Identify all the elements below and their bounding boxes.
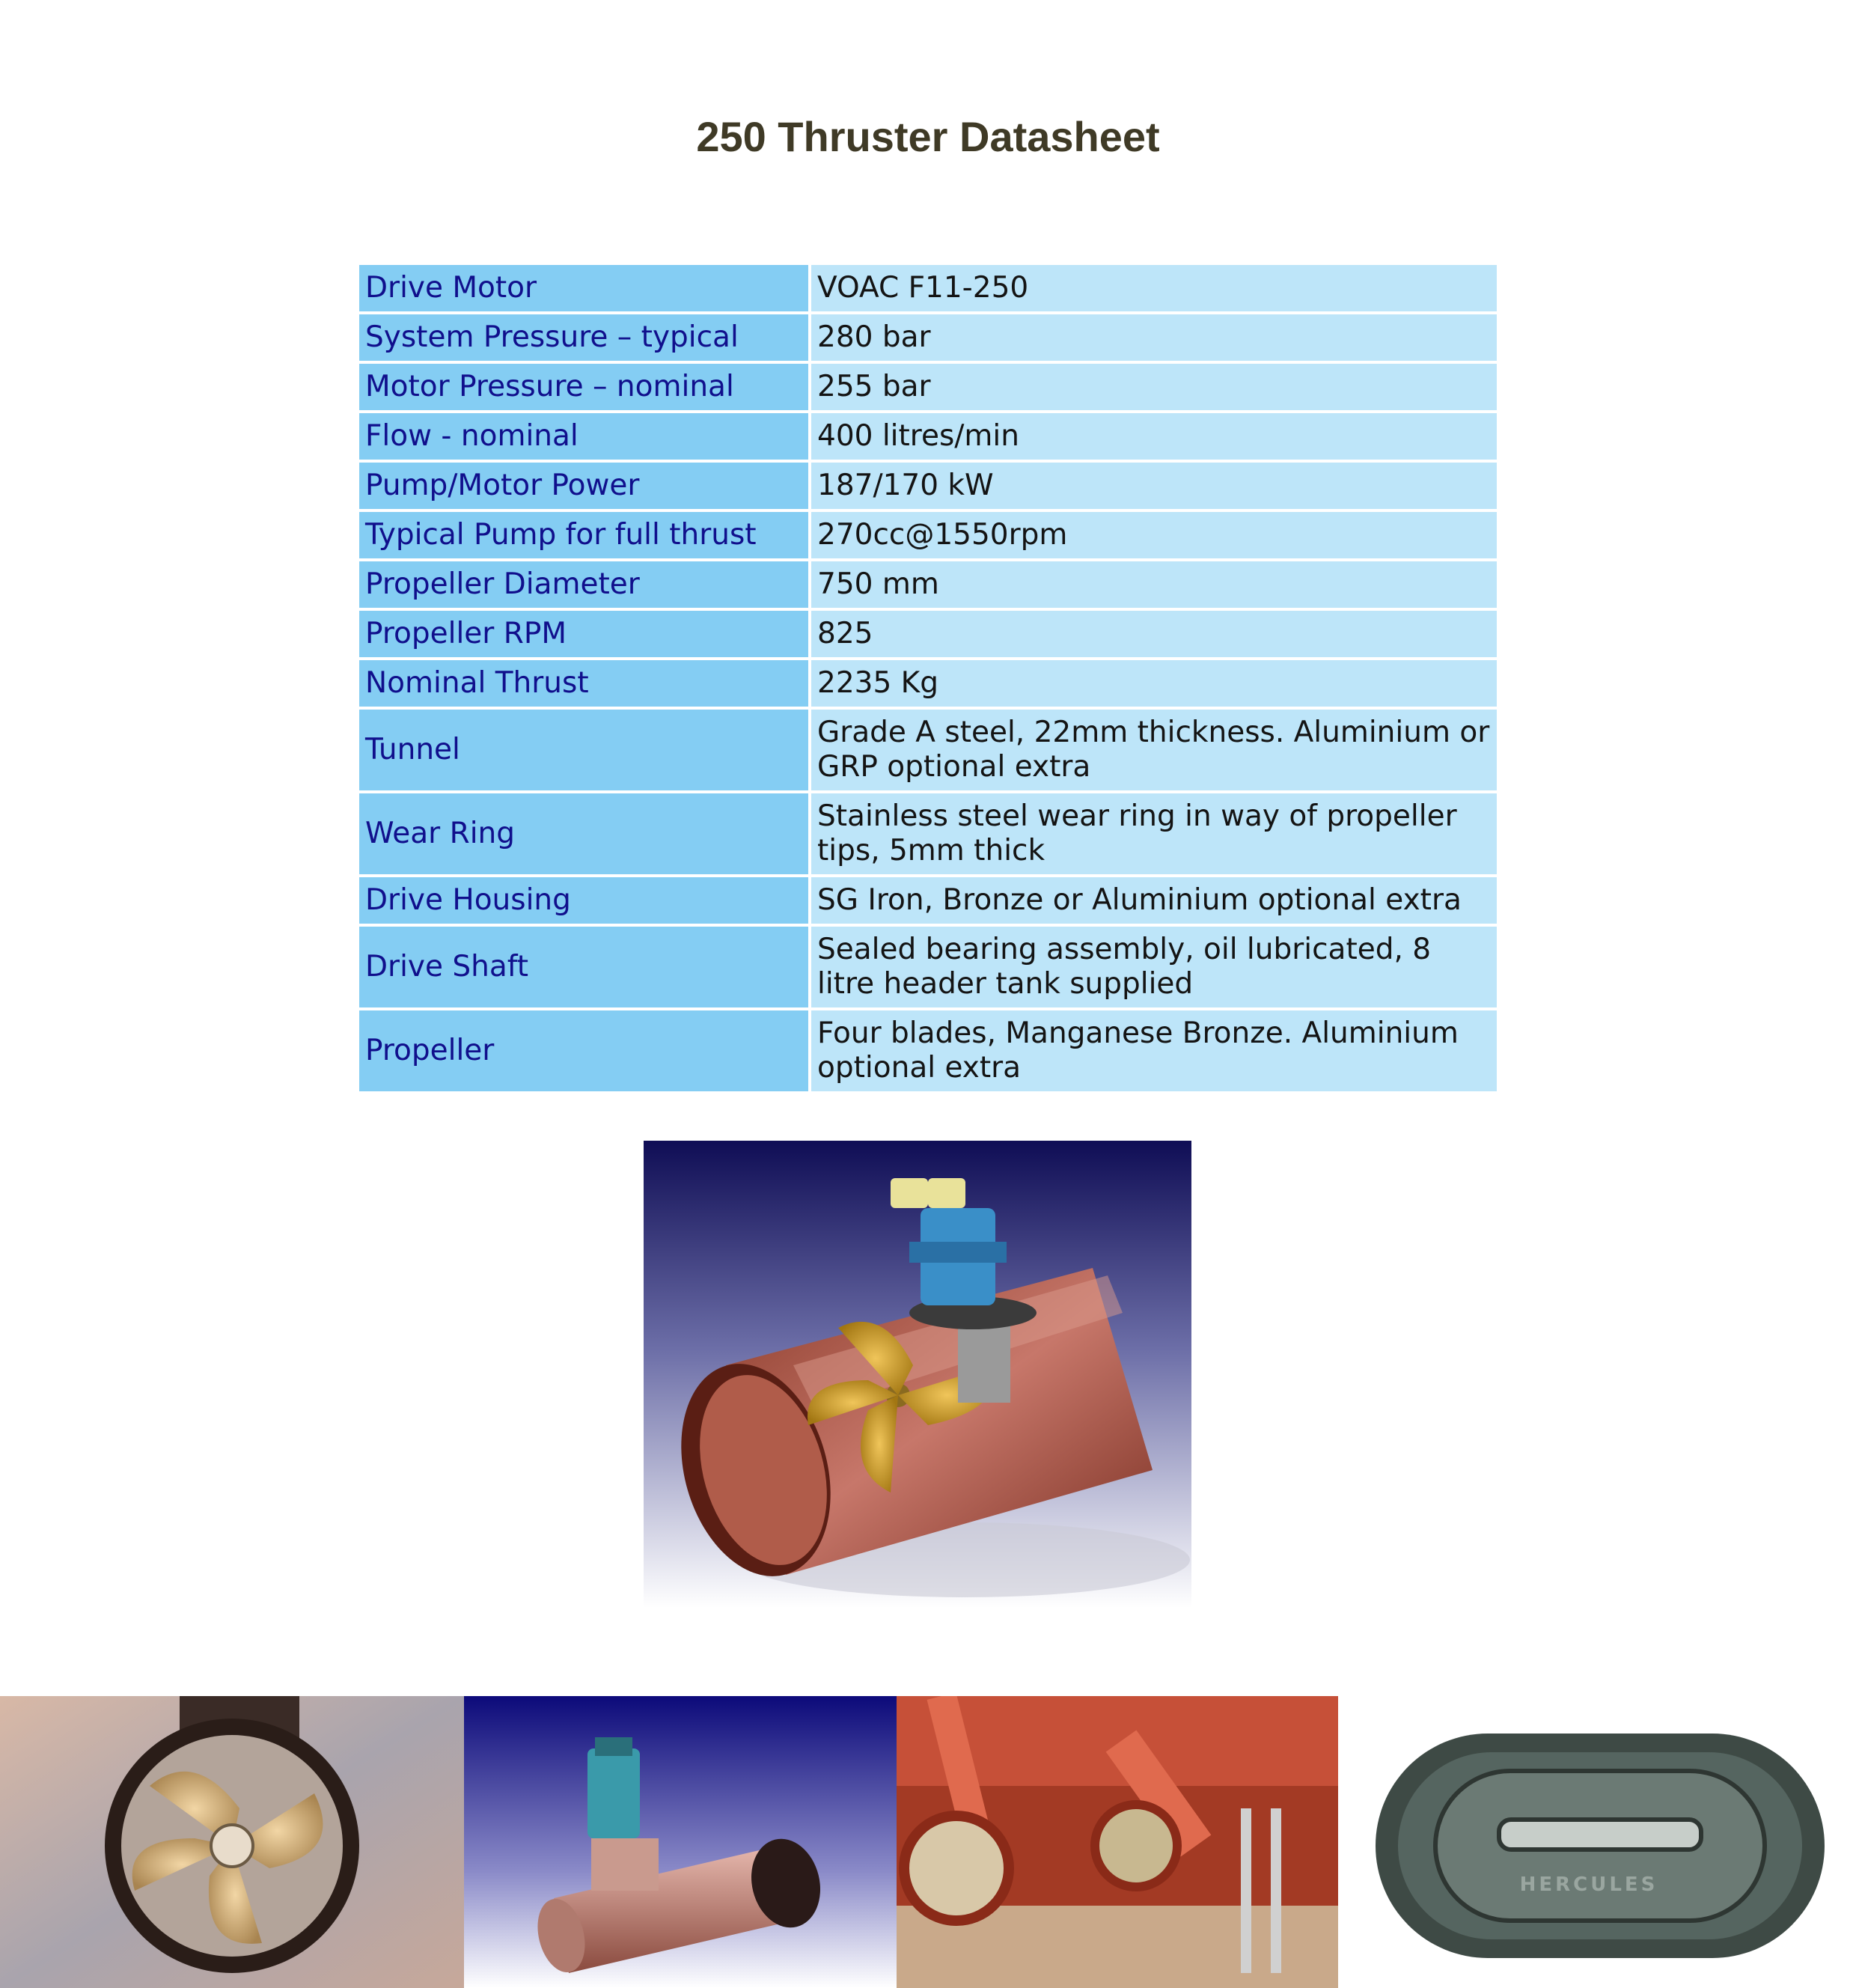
table-row xyxy=(359,927,1497,1007)
page-title: 250 Thruster Datasheet xyxy=(696,113,1160,160)
table-row xyxy=(359,265,1497,311)
spec-label: Propeller Diameter xyxy=(359,561,808,608)
spec-label: Motor Pressure – nominal xyxy=(359,364,808,410)
spec-value: Four blades, Manganese Bronze. Aluminium optional extra xyxy=(811,1010,1497,1091)
spec-label: Drive Shaft xyxy=(359,927,808,1007)
propeller-photo xyxy=(0,1696,464,1988)
spec-label: Wear Ring xyxy=(359,793,808,874)
spec-label: Propeller xyxy=(359,1010,808,1091)
table-row xyxy=(359,710,1497,790)
thruster-render-image xyxy=(644,1141,1191,1608)
spec-value: Sealed bearing assembly, oil lubricated, 8 litre header tank supplied xyxy=(811,927,1497,1007)
spec-value: 280 bar xyxy=(811,314,1497,361)
spec-label: Propeller RPM xyxy=(359,611,808,657)
table-row xyxy=(359,611,1497,657)
spec-value: 187/170 kW xyxy=(811,463,1497,509)
table-row xyxy=(359,314,1497,361)
spec-label: Tunnel xyxy=(359,710,808,790)
spec-value: 825 xyxy=(811,611,1497,657)
table-row xyxy=(359,512,1497,558)
table-row xyxy=(359,413,1497,460)
hatch-marking-text: HERCULES xyxy=(1519,1873,1658,1896)
spec-label: Flow - nominal xyxy=(359,413,808,460)
spec-value: 2235 Kg xyxy=(811,660,1497,707)
spec-value: 750 mm xyxy=(811,561,1497,608)
installed-thrusters-photo xyxy=(897,1696,1338,1988)
spec-value: 270cc@1550rpm xyxy=(811,512,1497,558)
spec-value: SG Iron, Bronze or Aluminium optional extra xyxy=(811,877,1497,924)
table-row xyxy=(359,561,1497,608)
table-row xyxy=(359,877,1497,924)
spec-label: Typical Pump for full thrust xyxy=(359,512,808,558)
table-row xyxy=(359,1010,1497,1091)
table-row xyxy=(359,793,1497,874)
spec-value: Grade A steel, 22mm thickness. Aluminium or GRP optional extra xyxy=(811,710,1497,790)
spec-value: 255 bar xyxy=(811,364,1497,410)
spec-value: 400 litres/min xyxy=(811,413,1497,460)
table-row xyxy=(359,364,1497,410)
spec-label: System Pressure – typical xyxy=(359,314,808,361)
spec-value: VOAC F11-250 xyxy=(811,265,1497,311)
spec-value: Stainless steel wear ring in way of propeller tips, 5mm thick xyxy=(811,793,1497,874)
hatch-cover-photo xyxy=(1338,1696,1856,1988)
spec-label: Drive Housing xyxy=(359,877,808,924)
thruster-motor-render xyxy=(464,1696,897,1988)
spec-label: Pump/Motor Power xyxy=(359,463,808,509)
spec-table xyxy=(356,262,1500,1094)
table-row xyxy=(359,463,1497,509)
spec-label: Nominal Thrust xyxy=(359,660,808,707)
spec-label: Drive Motor xyxy=(359,265,808,311)
table-row xyxy=(359,660,1497,707)
